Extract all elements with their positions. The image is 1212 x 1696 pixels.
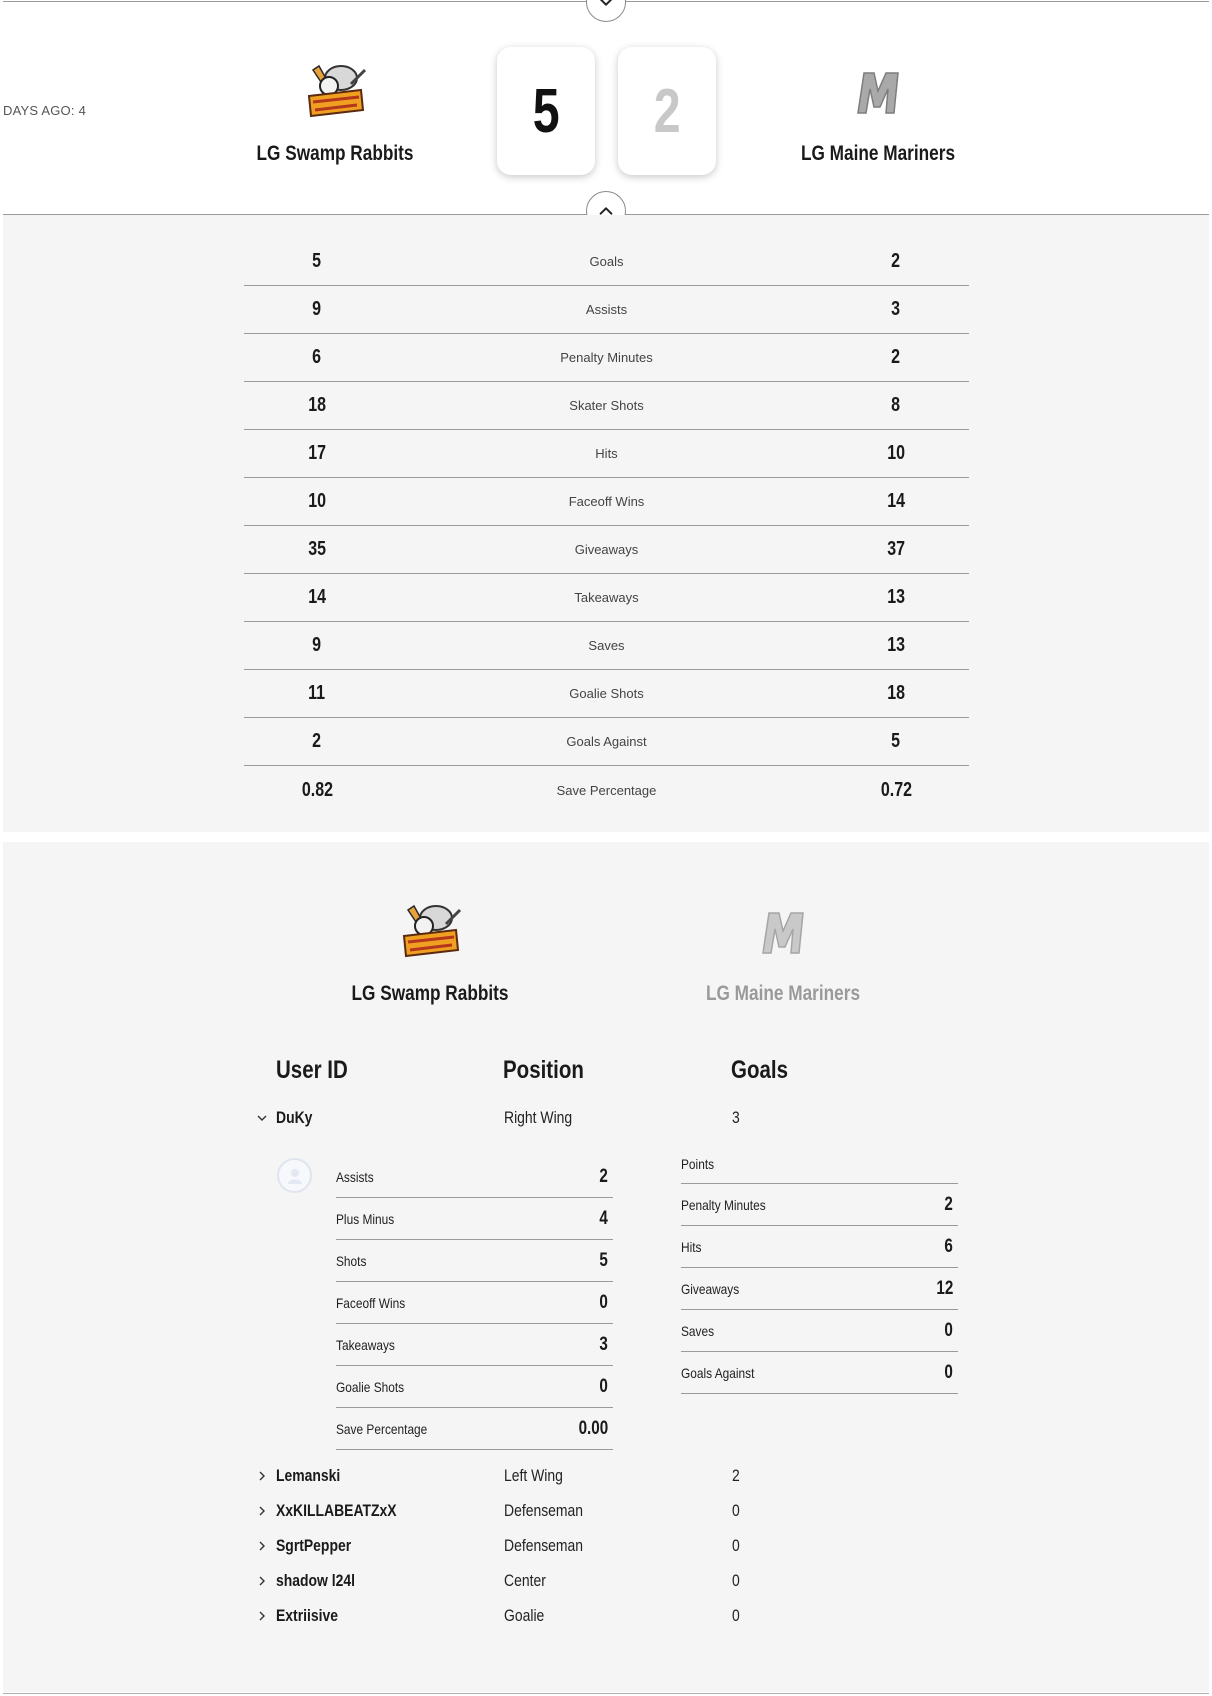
- expand-toggle[interactable]: [586, 0, 626, 22]
- player-stat-value: 12: [936, 1277, 954, 1299]
- chevron-right-icon[interactable]: [256, 1575, 276, 1587]
- maine-mariners-logo: [758, 58, 998, 128]
- away-score: 2: [653, 76, 681, 146]
- player-stat-row: [336, 1408, 613, 1450]
- away-stat-value: 13: [887, 586, 905, 608]
- player-stat-value: 0: [599, 1291, 609, 1313]
- player-goals: 0: [732, 1606, 740, 1625]
- player-stat-row: [336, 1240, 613, 1282]
- away-stat-value: 8: [891, 394, 901, 416]
- stat-label: Saves: [588, 638, 625, 653]
- player-row[interactable]: [256, 1531, 856, 1561]
- player-stat-label: Goals Against: [681, 1364, 755, 1381]
- stat-label: Assists: [585, 302, 628, 317]
- player-position: Left Wing: [504, 1466, 563, 1485]
- chevron-right-icon[interactable]: [256, 1505, 276, 1517]
- player-stat-row: [681, 1226, 958, 1268]
- team-stat-row: [244, 574, 969, 622]
- team-stat-row: [244, 382, 969, 430]
- player-stat-row: [336, 1366, 613, 1408]
- player-position: Goalie: [504, 1606, 545, 1625]
- stat-label: Giveaways: [574, 542, 639, 557]
- player-stat-row: [336, 1282, 613, 1324]
- player-user-id: SgrtPepper: [276, 1536, 352, 1555]
- home-score: 5: [532, 76, 560, 146]
- team-stat-row: [244, 766, 969, 814]
- home-team-header: [215, 58, 455, 166]
- away-stat-value: 0.72: [880, 778, 912, 801]
- team-stat-row: [244, 238, 969, 286]
- player-stat-value: 5: [599, 1249, 609, 1271]
- player-stat-label: Penalty Minutes: [681, 1196, 766, 1213]
- home-score-card: [497, 47, 595, 175]
- away-stat-value: 2: [891, 346, 901, 368]
- player-stat-label: Save Percentage: [336, 1420, 428, 1437]
- player-detail-stats-right: [681, 1156, 958, 1394]
- away-stat-value: 3: [891, 298, 901, 320]
- stat-label: Skater Shots: [569, 398, 644, 413]
- days-ago: [3, 103, 86, 118]
- player-goals: 0: [732, 1571, 740, 1590]
- column-header-user-id: User ID: [276, 1056, 348, 1084]
- stat-label: Goals Against: [566, 734, 647, 749]
- player-stat-label: Faceoff Wins: [336, 1294, 406, 1311]
- team-stat-row: [244, 622, 969, 670]
- player-stat-row: [681, 1352, 958, 1394]
- player-stat-value: 0: [944, 1319, 954, 1341]
- stat-label: Takeaways: [574, 590, 639, 605]
- stat-label: Hits: [595, 446, 618, 461]
- player-stat-label: Assists: [336, 1168, 374, 1185]
- home-stat-value: 10: [308, 490, 326, 512]
- team-stat-row: [244, 286, 969, 334]
- player-stat-label: Shots: [336, 1252, 367, 1269]
- player-stat-value: 4: [599, 1207, 609, 1229]
- away-stat-value: 14: [887, 490, 905, 512]
- team-stat-row: [244, 334, 969, 382]
- home-stat-value: 5: [312, 250, 322, 272]
- away-stat-value: 13: [887, 634, 905, 656]
- stat-label: Penalty Minutes: [560, 350, 653, 365]
- player-stat-row: [681, 1268, 958, 1310]
- player-stat-value: 3: [599, 1333, 609, 1355]
- days-ago-label: DAYS AGO:: [3, 103, 75, 118]
- player-goals: 3: [732, 1108, 740, 1127]
- home-stat-value: 0.82: [301, 778, 333, 801]
- chevron-right-icon[interactable]: [256, 1610, 276, 1622]
- team-stats-table: [244, 238, 969, 814]
- away-stat-value: 18: [887, 682, 905, 704]
- player-stat-label: Plus Minus: [336, 1210, 395, 1227]
- stat-label: Goalie Shots: [569, 686, 644, 701]
- chevron-down-icon: [597, 0, 615, 11]
- player-stat-row: [336, 1156, 613, 1198]
- player-position: Center: [504, 1571, 546, 1590]
- player-stat-label: Goalie Shots: [336, 1378, 405, 1395]
- tab-home-team[interactable]: [310, 898, 550, 1006]
- tab-away-team[interactable]: [663, 898, 903, 1006]
- player-user-id: Extriisive: [276, 1606, 338, 1625]
- swamp-rabbits-logo: [310, 898, 550, 968]
- player-avatar: [277, 1158, 312, 1193]
- player-stat-value: 0: [599, 1375, 609, 1397]
- away-team-name: LG Maine Mariners: [800, 142, 956, 165]
- away-team-header: [758, 58, 998, 166]
- player-row[interactable]: [256, 1103, 856, 1133]
- player-stat-value: 2: [599, 1165, 609, 1187]
- days-ago-value: 4: [78, 103, 87, 118]
- stat-label: Goals: [589, 254, 624, 269]
- home-stat-value: 9: [312, 634, 322, 656]
- player-row[interactable]: [256, 1461, 856, 1491]
- away-stat-value: 37: [887, 538, 905, 560]
- player-row[interactable]: [256, 1496, 856, 1526]
- chevron-right-icon[interactable]: [256, 1540, 276, 1552]
- player-goals: 0: [732, 1536, 740, 1555]
- away-stat-value: 2: [891, 250, 901, 272]
- team-stat-row: [244, 670, 969, 718]
- tab-home-team-name: LG Swamp Rabbits: [351, 982, 509, 1005]
- player-stat-row: [336, 1198, 613, 1240]
- player-user-id: XxKILLABEATZxX: [276, 1501, 397, 1520]
- player-goals: 2: [732, 1466, 740, 1485]
- player-stat-value: 0: [944, 1361, 954, 1383]
- player-stat-row: [681, 1156, 958, 1184]
- player-position: Defenseman: [504, 1501, 584, 1520]
- player-user-id: shadow l24l: [276, 1571, 356, 1590]
- stat-label: Faceoff Wins: [568, 494, 645, 509]
- chevron-right-icon[interactable]: [256, 1470, 276, 1482]
- home-stat-value: 35: [308, 538, 326, 560]
- team-stat-row: [244, 526, 969, 574]
- player-user-id: Lemanski: [276, 1466, 341, 1485]
- divider: [3, 1693, 1209, 1694]
- team-stat-row: [244, 430, 969, 478]
- home-stat-value: 17: [308, 442, 326, 464]
- maine-mariners-logo: [663, 898, 903, 968]
- chevron-down-icon[interactable]: [256, 1112, 276, 1124]
- home-stat-value: 14: [308, 586, 326, 608]
- player-goals: 0: [732, 1501, 740, 1520]
- player-row[interactable]: [256, 1601, 856, 1631]
- player-detail-stats-left: [336, 1156, 613, 1450]
- player-position: Right Wing: [504, 1108, 573, 1127]
- home-stat-value: 6: [312, 346, 322, 368]
- home-team-name: LG Swamp Rabbits: [256, 142, 414, 165]
- away-score-card: [618, 47, 716, 175]
- player-stat-value: 6: [944, 1235, 954, 1257]
- column-header-position: Position: [503, 1056, 584, 1084]
- user-icon: [285, 1166, 305, 1186]
- away-stat-value: 10: [887, 442, 905, 464]
- player-stat-label: Points: [681, 1156, 715, 1172]
- player-stat-row: [681, 1184, 958, 1226]
- player-stat-label: Takeaways: [336, 1336, 395, 1353]
- home-stat-value: 9: [312, 298, 322, 320]
- player-user-id: DuKy: [276, 1108, 313, 1127]
- home-stat-value: 2: [312, 730, 322, 752]
- home-stat-value: 11: [308, 682, 326, 704]
- player-row[interactable]: [256, 1566, 856, 1596]
- away-stat-value: 5: [891, 730, 901, 752]
- column-header-goals: Goals: [731, 1056, 788, 1084]
- player-stat-value: 2: [944, 1193, 954, 1215]
- team-stat-row: [244, 478, 969, 526]
- player-stat-row: [336, 1324, 613, 1366]
- player-stat-row: [681, 1310, 958, 1352]
- swamp-rabbits-logo: [215, 58, 455, 128]
- player-stat-label: Hits: [681, 1238, 702, 1255]
- player-stat-label: Giveaways: [681, 1280, 740, 1297]
- stat-label: Save Percentage: [556, 782, 657, 798]
- team-stat-row: [244, 718, 969, 766]
- home-stat-value: 18: [308, 394, 326, 416]
- player-stat-label: Saves: [681, 1322, 715, 1339]
- player-position: Defenseman: [504, 1536, 584, 1555]
- tab-away-team-name: LG Maine Mariners: [705, 982, 861, 1005]
- player-stat-value: 0.00: [578, 1417, 609, 1439]
